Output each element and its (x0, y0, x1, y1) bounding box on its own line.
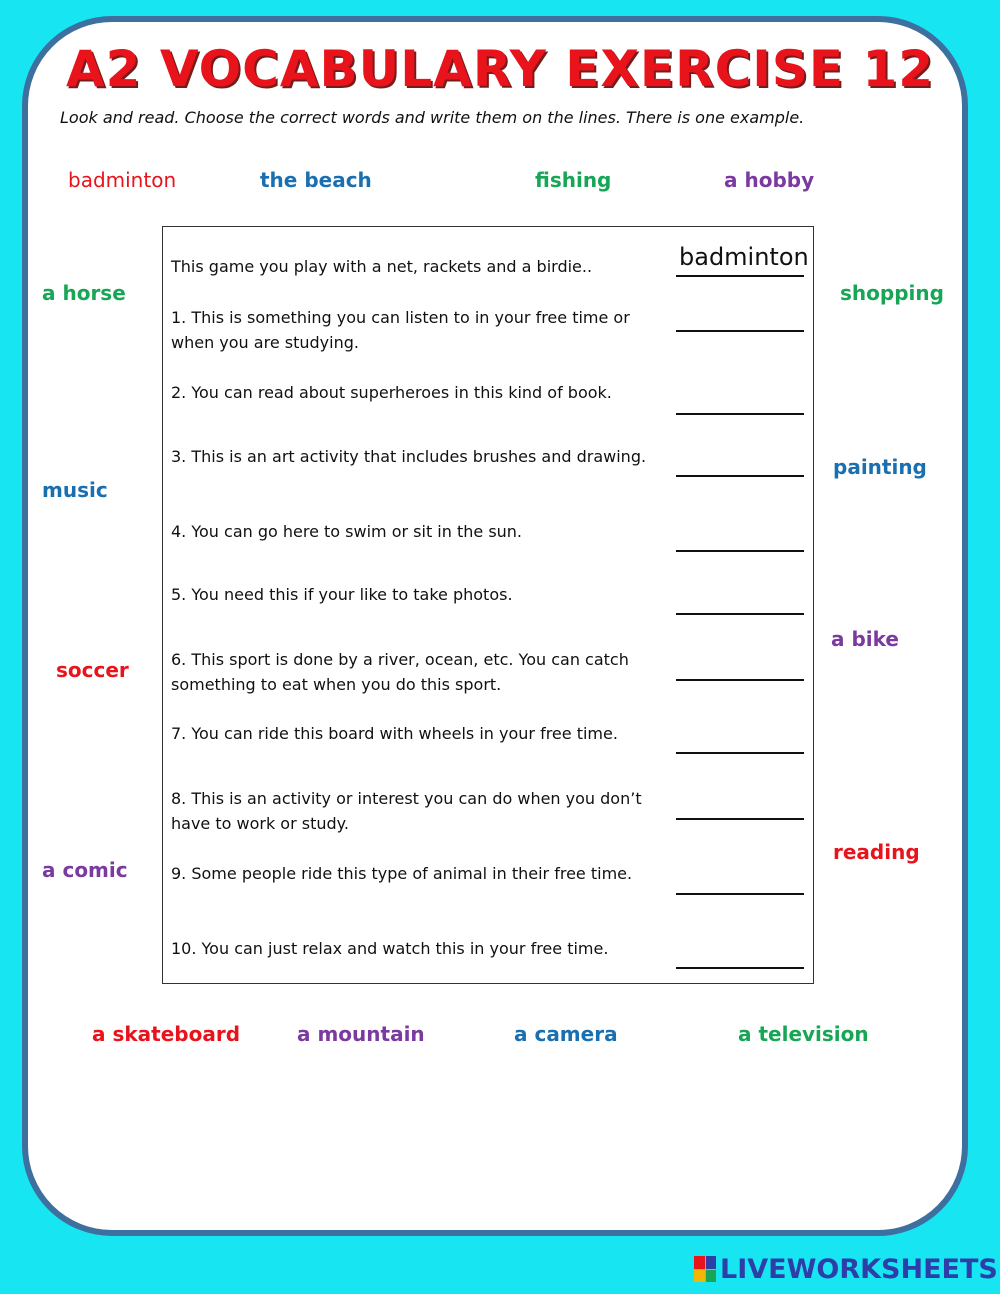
word-soccer: soccer (56, 658, 129, 682)
question-1: 1. This is something you can listen to in your free time or when you are studying. (171, 308, 630, 352)
answer-line-7[interactable] (676, 752, 804, 754)
word-a-horse: a horse (42, 281, 126, 305)
question-2: 2. You can read about superheroes in this kind of book. (171, 383, 612, 402)
question-7: 7. You can ride this board with wheels in your free time. (171, 724, 618, 743)
page-title: A2 VOCABULARY EXERCISE 12 (65, 40, 935, 98)
word-a-skateboard: a skateboard (92, 1022, 241, 1046)
answer-line-8[interactable] (676, 818, 804, 820)
question-9: 9. Some people ride this type of animal in their free time. (171, 864, 633, 883)
word-reading: reading (833, 840, 920, 864)
logo-text: LIVEWORKSHEETS (720, 1253, 998, 1285)
word-music: music (42, 478, 108, 502)
question-8: 8. This is an activity or interest you can do when you don’t have to work or study. (171, 789, 642, 833)
question-6: 6. This sport is done by a river, ocean, etc. You can catch something to eat when you do this sport. (171, 650, 629, 694)
answer-line-9[interactable] (676, 893, 804, 895)
answer-line-5[interactable] (676, 613, 804, 615)
liveworksheets-logo-icon (694, 1256, 716, 1282)
word-a-comic: a comic (42, 858, 128, 882)
answer-line-10[interactable] (676, 967, 804, 969)
question-10: 10. You can just relax and watch this in your free time. (171, 939, 609, 958)
answer-line-example (676, 275, 804, 277)
answer-line-2[interactable] (676, 413, 804, 415)
word-a-bike: a bike (831, 627, 899, 651)
word-a-camera: a camera (514, 1022, 618, 1046)
question-example: This game you play with a net, rackets and a birdie.. (171, 257, 593, 276)
question-5: 5. You need this if your like to take photos. (171, 585, 513, 604)
word-a-television: a television (738, 1022, 869, 1046)
answer-line-1[interactable] (676, 330, 804, 332)
word-fishing: fishing (535, 168, 612, 192)
liveworksheets-logo (694, 1254, 998, 1284)
word-shopping: shopping (840, 281, 944, 305)
word-the-beach: the beach (260, 168, 372, 192)
question-3: 3. This is an art activity that includes brushes and drawing. (171, 447, 647, 466)
answer-line-3[interactable] (676, 475, 804, 477)
word-a-mountain: a mountain (297, 1022, 425, 1046)
word-badminton: badminton (68, 168, 177, 192)
word-a-hobby: a hobby (724, 168, 815, 192)
word-painting: painting (833, 455, 927, 479)
answer-line-6[interactable] (676, 679, 804, 681)
answer-line-4[interactable] (676, 550, 804, 552)
example-answer: badminton (679, 243, 809, 271)
instructions: Look and read. Choose the correct words and write them on the lines. There is one example. (60, 108, 805, 127)
question-4: 4. You can go here to swim or sit in the sun. (171, 522, 523, 541)
question-box (162, 226, 814, 984)
